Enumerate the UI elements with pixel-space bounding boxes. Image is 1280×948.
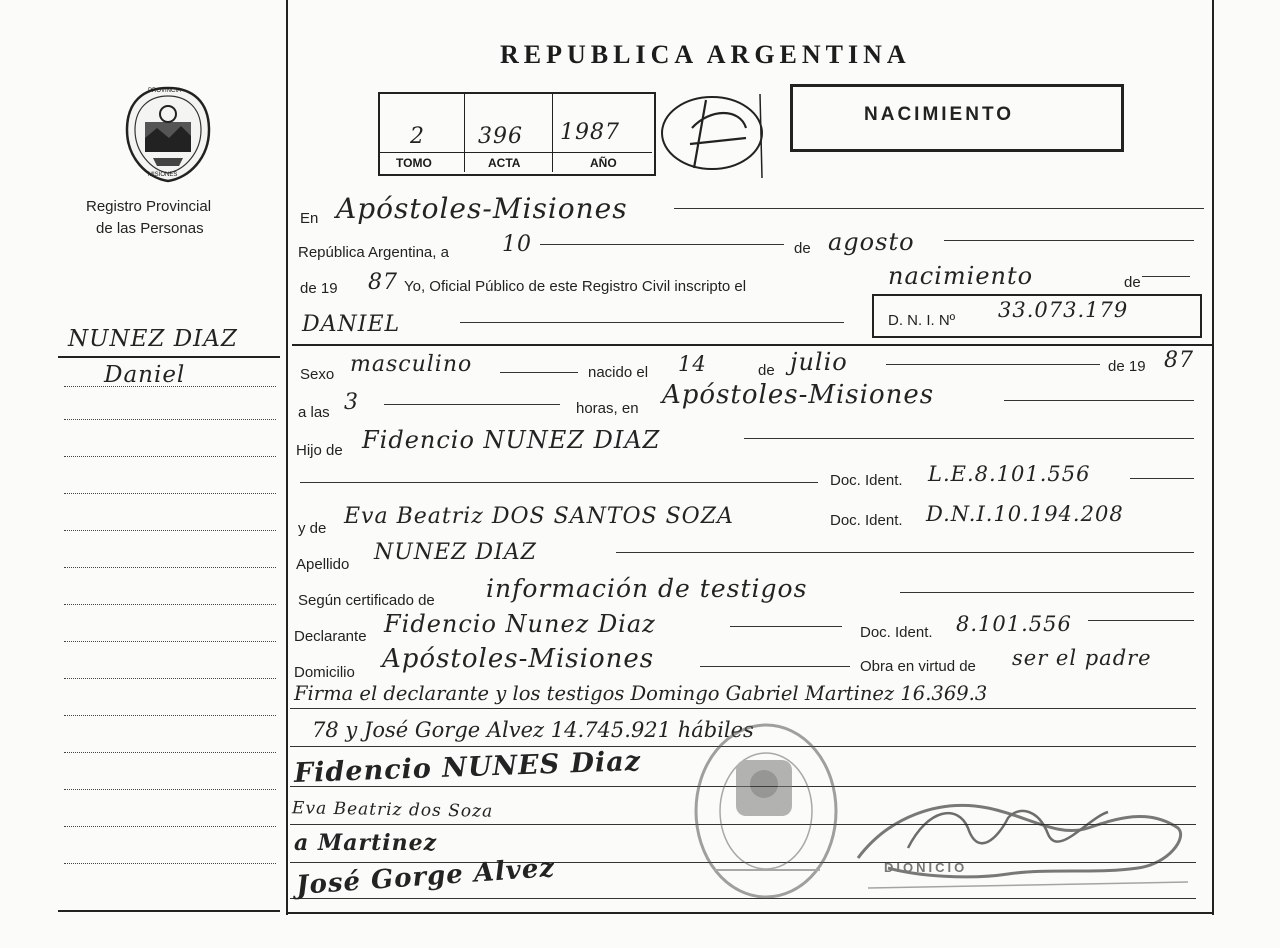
margin-line-15 — [64, 863, 276, 864]
tomo-value: 2 — [410, 124, 425, 149]
margin-bottom-border — [58, 910, 280, 912]
rule-mes — [944, 240, 1194, 241]
bottom-border — [286, 912, 1214, 914]
value-certificado: información de testigos — [486, 574, 808, 603]
rule-dia — [540, 244, 784, 245]
label-republica: República Argentina, a — [298, 244, 449, 261]
label-declarante: Declarante — [294, 628, 367, 645]
circled-initial-mark — [650, 88, 770, 178]
margin-line-9 — [64, 641, 276, 642]
value-dia-nac: 14 — [678, 352, 707, 376]
value-firma-line1: Firma el declarante y los testigos Domingo Gabriel Martinez 16.369.3 — [294, 682, 988, 705]
value-mes-nac: julio — [790, 348, 848, 376]
margin-given-name-rule — [64, 386, 276, 387]
margin-line-6 — [64, 530, 276, 531]
margin-line-5 — [64, 493, 276, 494]
seal-bottom-text: MISIONES — [148, 172, 178, 178]
signature-witness-2: José Gorge Alvez — [295, 852, 557, 902]
label-segun: Según certificado de — [298, 592, 435, 609]
margin-line-13 — [64, 789, 276, 790]
rule-nombre — [460, 322, 844, 323]
label-apellido: Apellido — [296, 556, 350, 573]
margin-line-14 — [64, 826, 276, 827]
acta-label: ACTA — [488, 156, 521, 170]
rule-sexo — [500, 372, 578, 373]
value-firma-line2: 78 y José Gorge Alvez 14.745.921 hábiles — [312, 718, 754, 742]
ano-label: AÑO — [590, 156, 617, 170]
label-obra: Obra en virtud de — [860, 658, 976, 675]
rule-padre — [744, 438, 1194, 439]
value-declarante-doc: 8.101.556 — [956, 612, 1072, 636]
label-sexo: Sexo — [300, 366, 335, 383]
rule-nombre-base — [292, 344, 1212, 346]
margin-given-name: Daniel — [104, 362, 186, 388]
official-signature — [848, 778, 1200, 910]
value-madre: Eva Beatriz DOS SANTOS SOZA — [344, 504, 734, 529]
acta-value: 396 — [478, 124, 523, 149]
label-doc-ident: Doc. Ident. — [830, 472, 903, 489]
margin-border-left — [286, 0, 288, 915]
label-de-19b: de 19 — [1108, 358, 1146, 375]
value-ano-nac-suffix: 87 — [1164, 348, 1194, 373]
rule-apellido — [616, 552, 1194, 553]
seal-top-text: PROVINCIA — [148, 88, 182, 94]
value-padre-doc: L.E.8.101.556 — [928, 462, 1091, 486]
label-de-19: de 19 — [300, 280, 338, 297]
value-mes: agosto — [828, 228, 915, 256]
value-padre: Fidencio NUNEZ DIAZ — [362, 426, 661, 454]
value-apellido: NUNEZ DIAZ — [374, 540, 537, 565]
margin-line-4 — [64, 456, 276, 457]
office-name-line1: Registro Provincial — [86, 198, 212, 215]
rule-declarante — [730, 626, 842, 627]
label-dni: D. N. I. Nº — [888, 312, 956, 329]
registry-box-divider-2 — [552, 94, 553, 172]
office-name-line2: de las Personas — [96, 220, 204, 237]
label-de-2: de — [1124, 274, 1141, 291]
rule-de-2 — [1142, 276, 1190, 277]
value-declarante: Fidencio Nunez Diaz — [384, 610, 656, 638]
label-y-de: y de — [298, 520, 327, 537]
value-lugar-nac: Apóstoles-Misiones — [662, 380, 935, 410]
label-de-3: de — [758, 362, 775, 379]
value-obra: ser el padre — [1012, 646, 1152, 670]
rule-padre-cont — [300, 482, 818, 483]
rule-certificado — [900, 592, 1194, 593]
value-domicilio: Apóstoles-Misiones — [382, 644, 655, 674]
country-title: REPUBLICA ARGENTINA — [500, 40, 911, 69]
provincial-seal — [123, 84, 213, 184]
registry-round-stamp — [690, 720, 842, 902]
label-doc-ident-3: Doc. Ident. — [860, 624, 933, 641]
margin-surname-rule — [58, 356, 280, 358]
value-nombre: DANIEL — [302, 312, 401, 337]
rule-declarante-doc — [1088, 620, 1194, 621]
tomo-label: TOMO — [396, 156, 432, 170]
label-en: En — [300, 210, 319, 227]
label-a-las: a las — [298, 404, 330, 421]
margin-surname: NUNEZ DIAZ — [68, 326, 238, 352]
margin-line-8 — [64, 604, 276, 605]
label-hijo-de: Hijo de — [296, 442, 343, 459]
value-ano-suffix: 87 — [368, 270, 398, 295]
margin-line-10 — [64, 678, 276, 679]
rule-mes-nac — [886, 364, 1100, 365]
margin-line-7 — [64, 567, 276, 568]
label-domicilio: Domicilio — [294, 664, 355, 681]
rule-hora — [384, 404, 560, 405]
margin-border-right — [1212, 0, 1214, 915]
margin-line-3 — [64, 419, 276, 420]
rule-firma-line1 — [290, 708, 1196, 709]
value-sexo: masculino — [350, 352, 473, 377]
registry-box-divider-1 — [464, 94, 465, 172]
signature-witness-1: a Martinez — [294, 830, 438, 856]
rule-padre-doc — [1130, 478, 1194, 479]
official-stamp-text: DIONICIO — [884, 860, 968, 875]
value-lugar: Apóstoles-Misiones — [336, 192, 628, 225]
rule-lugar — [674, 208, 1204, 209]
signature-eva: Eva Beatriz dos Soza — [291, 798, 494, 822]
value-dia: 10 — [502, 232, 532, 257]
value-dni: 33.073.179 — [998, 298, 1129, 322]
registry-box-label-rule — [380, 152, 652, 153]
ano-value: 1987 — [560, 120, 620, 145]
record-type-label: NACIMIENTO — [864, 104, 1014, 125]
rule-lugar-nac — [1004, 400, 1194, 401]
label-doc-ident-2: Doc. Ident. — [830, 512, 903, 529]
rule-domicilio — [700, 666, 850, 667]
label-nacido-el: nacido el — [588, 364, 649, 381]
value-hora: 3 — [344, 390, 359, 415]
value-inscripcion: nacimiento — [888, 262, 1034, 290]
margin-line-12 — [64, 752, 276, 753]
margin-line-11 — [64, 715, 276, 716]
label-yo-oficial: Yo, Oficial Público de este Registro Civil inscripto el — [404, 278, 747, 295]
label-horas-en: horas, en — [576, 400, 639, 417]
signature-fidencio: Fidencio NUNES Diaz — [293, 745, 642, 790]
label-de: de — [794, 240, 811, 257]
value-madre-doc: D.N.I.10.194.208 — [926, 502, 1124, 526]
